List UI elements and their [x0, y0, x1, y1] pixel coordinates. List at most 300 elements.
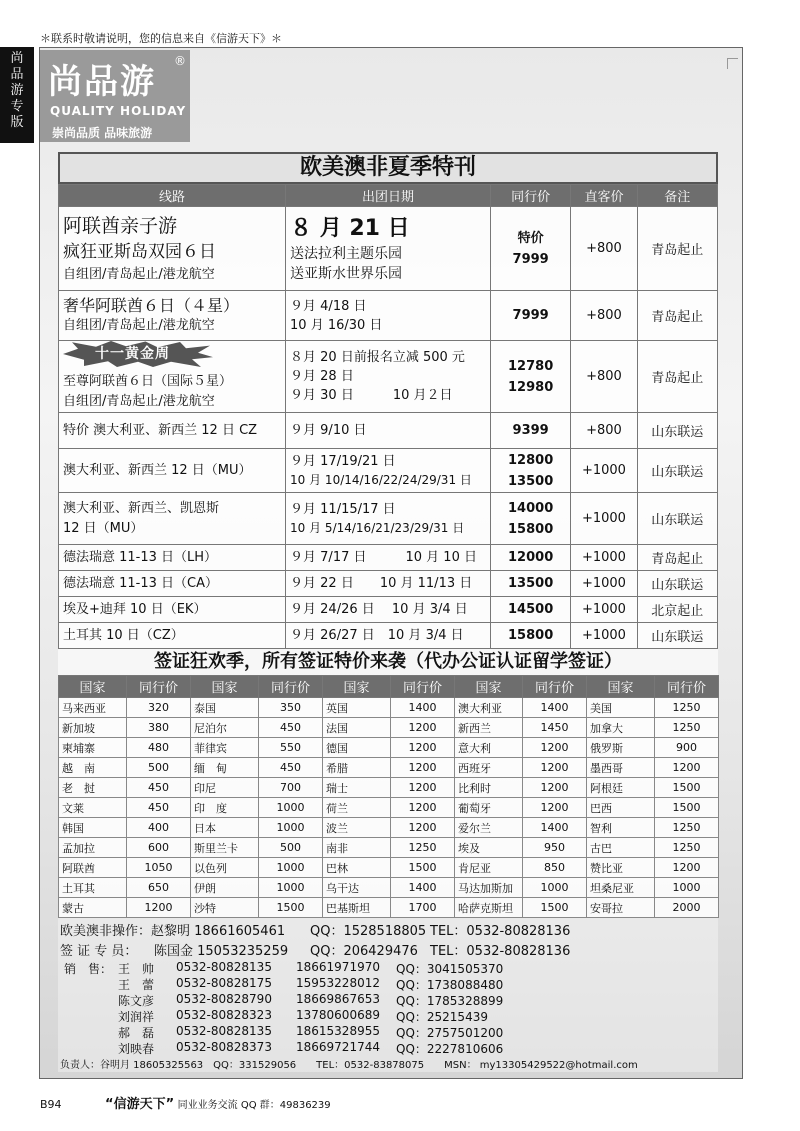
route-line: 12 日（MU）: [63, 520, 144, 536]
visa-country: 新西兰: [455, 718, 523, 738]
tour-title: 欧美澳非夏季特刊: [58, 152, 718, 184]
tour-row: [59, 597, 718, 623]
route-line: 澳大利亚、新西兰、凯恩斯: [63, 500, 220, 516]
date-cell: [286, 207, 491, 291]
date-line: ９月 7/17 日 10 月 10 日: [290, 550, 477, 565]
tour-row: [59, 623, 718, 649]
visa-country: 英国: [323, 698, 391, 718]
visa-country: 乌干达: [323, 878, 391, 898]
route-line: 疯狂亚斯岛双园６日: [63, 241, 216, 262]
price-cell: [490, 597, 570, 623]
column-header: 同行价: [523, 676, 587, 698]
visa-price: 450: [259, 758, 323, 778]
visa-price: 1200: [391, 778, 455, 798]
visa-country: 斯里兰卡: [191, 838, 259, 858]
route-cell: [59, 341, 286, 413]
price-line: 7999: [512, 308, 549, 323]
direct-price-cell: +1000: [571, 623, 637, 649]
column-header: 同行价: [127, 676, 191, 698]
sales-mobile: 18615328955: [296, 1024, 380, 1038]
direct-price-cell: +800: [571, 207, 637, 291]
column-header: 同行价: [391, 676, 455, 698]
visa-table: [58, 675, 719, 918]
direct-price-cell: +1000: [571, 545, 637, 571]
visa-row: [59, 898, 719, 918]
visa-price: 1000: [259, 798, 323, 818]
date-line: 送亚斯水世界乐园: [290, 265, 403, 282]
tour-row: [59, 571, 718, 597]
visa-row: [59, 718, 719, 738]
visa-specialist: 陈国金 15053235259: [154, 944, 289, 959]
price-cell: [490, 545, 570, 571]
visa-country: 马达加斯加: [455, 878, 523, 898]
tour-row: [59, 207, 718, 291]
sales-mobile: 18669867653: [296, 992, 380, 1006]
visa-country: 文莱: [59, 798, 127, 818]
route-line: 澳大利亚、新西兰 12 日（MU）: [63, 462, 252, 478]
date-line: 送法拉利主题乐园: [290, 245, 403, 262]
date-cell: [286, 413, 491, 449]
visa-country: 巴基斯坦: [323, 898, 391, 918]
tour-row: [59, 449, 718, 493]
date-line: 10 月 10/14/16/22/24/29/31 日: [290, 472, 472, 487]
date-cell: [286, 291, 491, 341]
price-line: 12780: [508, 358, 554, 374]
visa-country: 比利时: [455, 778, 523, 798]
date-line: ９月 28 日: [290, 369, 354, 384]
route-line: 自组团/青岛起止/港龙航空: [63, 394, 215, 409]
price-line: 13500: [508, 473, 554, 489]
visa-country: 巴林: [323, 858, 391, 878]
visa-country: 新加坡: [59, 718, 127, 738]
visa-price: 900: [655, 738, 719, 758]
europe-operator: 欧美澳非操作：赵黎明 18661605461: [60, 924, 286, 939]
visa-price: 500: [259, 838, 323, 858]
visa-qq: QQ：206429476: [310, 944, 418, 959]
price-line: 15800: [508, 521, 554, 537]
sales-name: 陈文彦: [118, 994, 155, 1008]
visa-price: 1200: [523, 778, 587, 798]
visa-country: 菲律宾: [191, 738, 259, 758]
visa-country: 阿根廷: [587, 778, 655, 798]
tour-row: [59, 545, 718, 571]
visa-country: 西班牙: [455, 758, 523, 778]
main-content: [58, 152, 718, 918]
visa-country: 柬埔寨: [59, 738, 127, 758]
price-line: 14500: [508, 602, 554, 617]
visa-price: 1250: [391, 838, 455, 858]
route-cell: [59, 493, 286, 545]
footer-text: 同业业务交流 QQ 群：49836239: [177, 1100, 331, 1111]
visa-price: 600: [127, 838, 191, 858]
visa-country: 波兰: [323, 818, 391, 838]
visa-price: 1050: [127, 858, 191, 878]
price-cell: [490, 341, 570, 413]
visa-price: 1200: [655, 758, 719, 778]
date-line: ９月 30 日 10 月２日: [290, 388, 453, 403]
visa-country: 尼泊尔: [191, 718, 259, 738]
visa-row: [59, 878, 719, 898]
route-line: 自组团/青岛起止/港龙航空: [63, 317, 215, 333]
visa-price: 700: [259, 778, 323, 798]
column-header: 国家: [323, 676, 391, 698]
visa-country: 美国: [587, 698, 655, 718]
visa-row: [59, 778, 719, 798]
price-cell: [490, 493, 570, 545]
visa-country: 澳大利亚: [455, 698, 523, 718]
route-line: 阿联酋亲子游: [63, 214, 178, 237]
sales-tel: 0532-80828373: [176, 1040, 272, 1054]
direct-price-cell: +1000: [571, 493, 637, 545]
date-line: ９月 24/26 日 10 月 3/4 日: [290, 602, 468, 617]
sales-name: 王 帅: [118, 962, 155, 976]
visa-price: 400: [127, 818, 191, 838]
price-line: 15800: [508, 628, 554, 643]
visa-row: [59, 818, 719, 838]
sales-tel: 0532-80828790: [176, 992, 272, 1006]
visa-country: 以色列: [191, 858, 259, 878]
visa-price: 550: [259, 738, 323, 758]
sales-mobile: 18661971970: [296, 960, 380, 974]
visa-price: 650: [127, 878, 191, 898]
direct-price-cell: +1000: [571, 571, 637, 597]
side-tab-char: 品: [10, 67, 24, 82]
column-header: 出团日期: [286, 185, 491, 207]
header-note: ＊联系时敬请说明，您的信息来自《信游天下》＊: [40, 32, 282, 45]
golden-week-label: 十一黄金周: [95, 346, 170, 362]
price-line: 7999: [512, 251, 549, 267]
manager-line: 负责人：谷明月 18605325563 QQ：331529056 TEL：0532-83878075 MSN： my13305429522@hotmail.com: [60, 1060, 638, 1071]
visa-price: 2000: [655, 898, 719, 918]
price-line: 12980: [508, 379, 554, 395]
europe-tel: TEL：0532-80828136: [430, 924, 571, 939]
column-header: 同行价: [655, 676, 719, 698]
sales-name: 王 蕾: [118, 978, 155, 992]
visa-country: 埃及: [455, 838, 523, 858]
route-line: 至尊阿联酋６日（国际５星）: [63, 374, 233, 389]
visa-country: 沙特: [191, 898, 259, 918]
side-tab-char: 游: [10, 83, 24, 98]
visa-country: 爱尔兰: [455, 818, 523, 838]
visa-country: 土耳其: [59, 878, 127, 898]
route-line: 德法瑞意 11-13 日（LH）: [63, 549, 218, 565]
visa-price: 1500: [523, 898, 587, 918]
price-cell: [490, 291, 570, 341]
visa-price: 1000: [523, 878, 587, 898]
note-cell: 青岛起止: [637, 545, 717, 571]
route-cell: [59, 207, 286, 291]
visa-row: [59, 698, 719, 718]
visa-price: 1400: [391, 878, 455, 898]
visa-price: 1400: [523, 698, 587, 718]
visa-tel: TEL：0532-80828136: [430, 944, 571, 959]
visa-price: 1450: [523, 718, 587, 738]
column-header: 国家: [455, 676, 523, 698]
note-cell: 青岛起止: [637, 207, 717, 291]
visa-country: 缅 甸: [191, 758, 259, 778]
visa-country: 安哥拉: [587, 898, 655, 918]
sales-tel: 0532-80828323: [176, 1008, 272, 1022]
price-cell: [490, 207, 570, 291]
visa-country: 俄罗斯: [587, 738, 655, 758]
route-cell: [59, 623, 286, 649]
tour-row: [59, 413, 718, 449]
note-cell: 山东联运: [637, 449, 717, 493]
visa-price: 1250: [655, 698, 719, 718]
visa-price: 450: [127, 798, 191, 818]
tour-row: [59, 291, 718, 341]
visa-price: 1250: [655, 838, 719, 858]
route-line: 奢华阿联酋６日（４星）: [63, 295, 240, 315]
tour-table: [58, 184, 718, 649]
direct-price-cell: +800: [571, 341, 637, 413]
visa-price: 1500: [391, 858, 455, 878]
note-cell: 山东联运: [637, 493, 717, 545]
visa-country: 印 度: [191, 798, 259, 818]
side-tab-char: 专: [10, 99, 24, 114]
direct-price-cell: +800: [571, 413, 637, 449]
visa-price: 450: [127, 778, 191, 798]
sales-qq: QQ：25215439: [396, 1010, 488, 1024]
side-tab-char: 版: [10, 115, 24, 130]
direct-price-cell: +800: [571, 291, 637, 341]
tour-row: [59, 493, 718, 545]
logo-slogan: 崇尚品质 品味旅游: [52, 126, 153, 140]
note-cell: 山东联运: [637, 571, 717, 597]
visa-country: 马来西亚: [59, 698, 127, 718]
date-line: ９月 17/19/21 日: [290, 453, 396, 469]
note-cell: 山东联运: [637, 413, 717, 449]
visa-country: 日本: [191, 818, 259, 838]
visa-country: 法国: [323, 718, 391, 738]
visa-country: 墨西哥: [587, 758, 655, 778]
route-line: 自组团/青岛起止/港龙航空: [63, 266, 215, 282]
visa-price: 1200: [391, 818, 455, 838]
tour-row: [59, 341, 718, 413]
visa-price: 1200: [523, 758, 587, 778]
visa-country: 阿联酋: [59, 858, 127, 878]
date-cell: [286, 341, 491, 413]
page-footer: [40, 1093, 331, 1112]
date-line: ９月 11/15/17 日: [290, 501, 396, 517]
price-line: 特价: [517, 230, 544, 246]
visa-country: 瑞士: [323, 778, 391, 798]
visa-price: 1200: [655, 858, 719, 878]
sales-mobile: 15953228012: [296, 976, 380, 990]
visa-country: 印尼: [191, 778, 259, 798]
visa-row: [59, 738, 719, 758]
visa-row: [59, 758, 719, 778]
visa-row: [59, 858, 719, 878]
note-cell: 青岛起止: [637, 291, 717, 341]
date-line: ９月 9/10 日: [290, 423, 367, 438]
logo-english: QUALITY HOLIDAY: [50, 104, 187, 118]
visa-country: 南非: [323, 838, 391, 858]
visa-country: 德国: [323, 738, 391, 758]
visa-price: 1500: [655, 778, 719, 798]
price-line: 12000: [508, 550, 554, 565]
europe-qq: QQ：1528518805: [310, 924, 427, 939]
column-header: 国家: [587, 676, 655, 698]
price-cell: [490, 571, 570, 597]
visa-country: 伊朗: [191, 878, 259, 898]
date-line: ８月 20 日前报名立减 500 元: [290, 350, 465, 365]
column-header: 直客价: [571, 185, 637, 207]
visa-country: 泰国: [191, 698, 259, 718]
note-cell: 青岛起止: [637, 341, 717, 413]
visa-price: 1200: [391, 758, 455, 778]
date-line: ９月 26/27 日 10 月 3/4 日: [290, 628, 464, 643]
sales-qq: QQ：1785328899: [396, 994, 504, 1008]
visa-price: 1000: [259, 878, 323, 898]
visa-country: 越 南: [59, 758, 127, 778]
route-cell: [59, 571, 286, 597]
visa-country: 荷兰: [323, 798, 391, 818]
visa-price: 1250: [655, 818, 719, 838]
visa-price: 950: [523, 838, 587, 858]
visa-price: 1400: [391, 698, 455, 718]
visa-price: 1200: [127, 898, 191, 918]
column-header: 同行价: [259, 676, 323, 698]
visa-country: 坦桑尼亚: [587, 878, 655, 898]
sales-name: 郝 磊: [118, 1026, 155, 1040]
visa-price: 1000: [655, 878, 719, 898]
visa-price: 1200: [391, 738, 455, 758]
visa-country: 哈萨克斯坦: [455, 898, 523, 918]
visa-price: 1250: [655, 718, 719, 738]
sales-qq: QQ：2757501200: [396, 1026, 504, 1040]
visa-country: 葡萄牙: [455, 798, 523, 818]
visa-country: 肯尼亚: [455, 858, 523, 878]
sales-qq: QQ：2227810606: [396, 1042, 504, 1056]
visa-country: 蒙古: [59, 898, 127, 918]
visa-price: 1200: [391, 798, 455, 818]
golden-week-burst: [63, 341, 213, 365]
visa-country: 老 挝: [59, 778, 127, 798]
visa-price: 1200: [523, 798, 587, 818]
sales-qq: QQ：3041505370: [396, 962, 504, 976]
contact-block: [58, 918, 718, 1072]
visa-country: 希腊: [323, 758, 391, 778]
date-line: 10 月 5/14/16/21/23/29/31 日: [290, 520, 465, 535]
price-line: 13500: [508, 576, 554, 591]
logo-registered-mark: ®: [174, 54, 186, 68]
visa-price: 1500: [655, 798, 719, 818]
column-header: 国家: [191, 676, 259, 698]
column-header: 线路: [59, 185, 286, 207]
date-line: 10 月 16/30 日: [290, 317, 383, 333]
visa-row: [59, 798, 719, 818]
visa-price: 1000: [259, 818, 323, 838]
column-header: 国家: [59, 676, 127, 698]
date-line: ９月 22 日 10 月 11/13 日: [290, 576, 473, 591]
sales-name: 刘润祥: [118, 1010, 155, 1024]
visa-specialist-label: 签 证 专 员：: [60, 944, 138, 959]
sales-mobile: 13780600689: [296, 1008, 380, 1022]
visa-price: 1500: [259, 898, 323, 918]
visa-price: 1000: [259, 858, 323, 878]
visa-price: 850: [523, 858, 587, 878]
direct-price-cell: +1000: [571, 597, 637, 623]
route-line: 特价 澳大利亚、新西兰 12 日 CZ: [63, 422, 258, 438]
footer-brand: “信游天下”: [105, 1097, 175, 1112]
price-cell: [490, 449, 570, 493]
date-line: ９月 4/18 日: [290, 298, 367, 314]
route-line: 埃及+迪拜 10 日（EK）: [63, 601, 207, 617]
visa-country: 古巴: [587, 838, 655, 858]
visa-country: 孟加拉: [59, 838, 127, 858]
direct-price-cell: +1000: [571, 449, 637, 493]
route-line: 土耳其 10 日（CZ）: [63, 627, 184, 643]
logo-name: 尚品游: [48, 62, 156, 102]
tour-header-row: [59, 185, 718, 207]
visa-title: 签证狂欢季，所有签证特价来袭（代办公证认证留学签证）: [58, 649, 718, 675]
price-cell: [490, 413, 570, 449]
page-number: B94: [40, 1098, 62, 1111]
date-cell: [286, 449, 491, 493]
route-line: 德法瑞意 11-13 日（CA）: [63, 575, 219, 591]
sales-name: 刘映春: [118, 1042, 155, 1056]
visa-price: 500: [127, 758, 191, 778]
visa-country: 智利: [587, 818, 655, 838]
visa-price: 320: [127, 698, 191, 718]
date-cell: [286, 493, 491, 545]
visa-country: 赞比亚: [587, 858, 655, 878]
brand-logo: [40, 50, 190, 142]
visa-row: [59, 838, 719, 858]
visa-price: 480: [127, 738, 191, 758]
visa-price: 1200: [523, 738, 587, 758]
date-line: ８ 月 21 日: [290, 215, 410, 241]
visa-country: 巴西: [587, 798, 655, 818]
visa-price: 1200: [391, 718, 455, 738]
column-header: 备注: [637, 185, 717, 207]
route-cell: [59, 449, 286, 493]
visa-country: 意大利: [455, 738, 523, 758]
route-cell: [59, 413, 286, 449]
date-cell: [286, 623, 491, 649]
visa-country: 韩国: [59, 818, 127, 838]
route-cell: [59, 291, 286, 341]
visa-country: 加拿大: [587, 718, 655, 738]
route-cell: [59, 597, 286, 623]
price-line: 12800: [508, 452, 554, 468]
price-cell: [490, 623, 570, 649]
visa-price: 350: [259, 698, 323, 718]
note-cell: 北京起止: [637, 597, 717, 623]
visa-price: 380: [127, 718, 191, 738]
visa-price: 450: [259, 718, 323, 738]
date-cell: [286, 597, 491, 623]
price-line: 14000: [508, 500, 554, 516]
sales-tel: 0532-80828135: [176, 960, 272, 974]
date-cell: [286, 545, 491, 571]
visa-price: 1700: [391, 898, 455, 918]
route-cell: [59, 545, 286, 571]
column-header: 同行价: [490, 185, 570, 207]
side-tab-char: 尚: [10, 51, 24, 66]
sales-mobile: 18669721744: [296, 1040, 380, 1054]
visa-price: 1400: [523, 818, 587, 838]
crop-mark: [727, 58, 738, 69]
sales-label: 销 售：: [64, 962, 113, 976]
price-line: 9399: [512, 423, 549, 438]
visa-header-row: [59, 676, 719, 698]
date-cell: [286, 571, 491, 597]
sales-tel: 0532-80828135: [176, 1024, 272, 1038]
side-tab: [0, 47, 34, 143]
sales-tel: 0532-80828175: [176, 976, 272, 990]
